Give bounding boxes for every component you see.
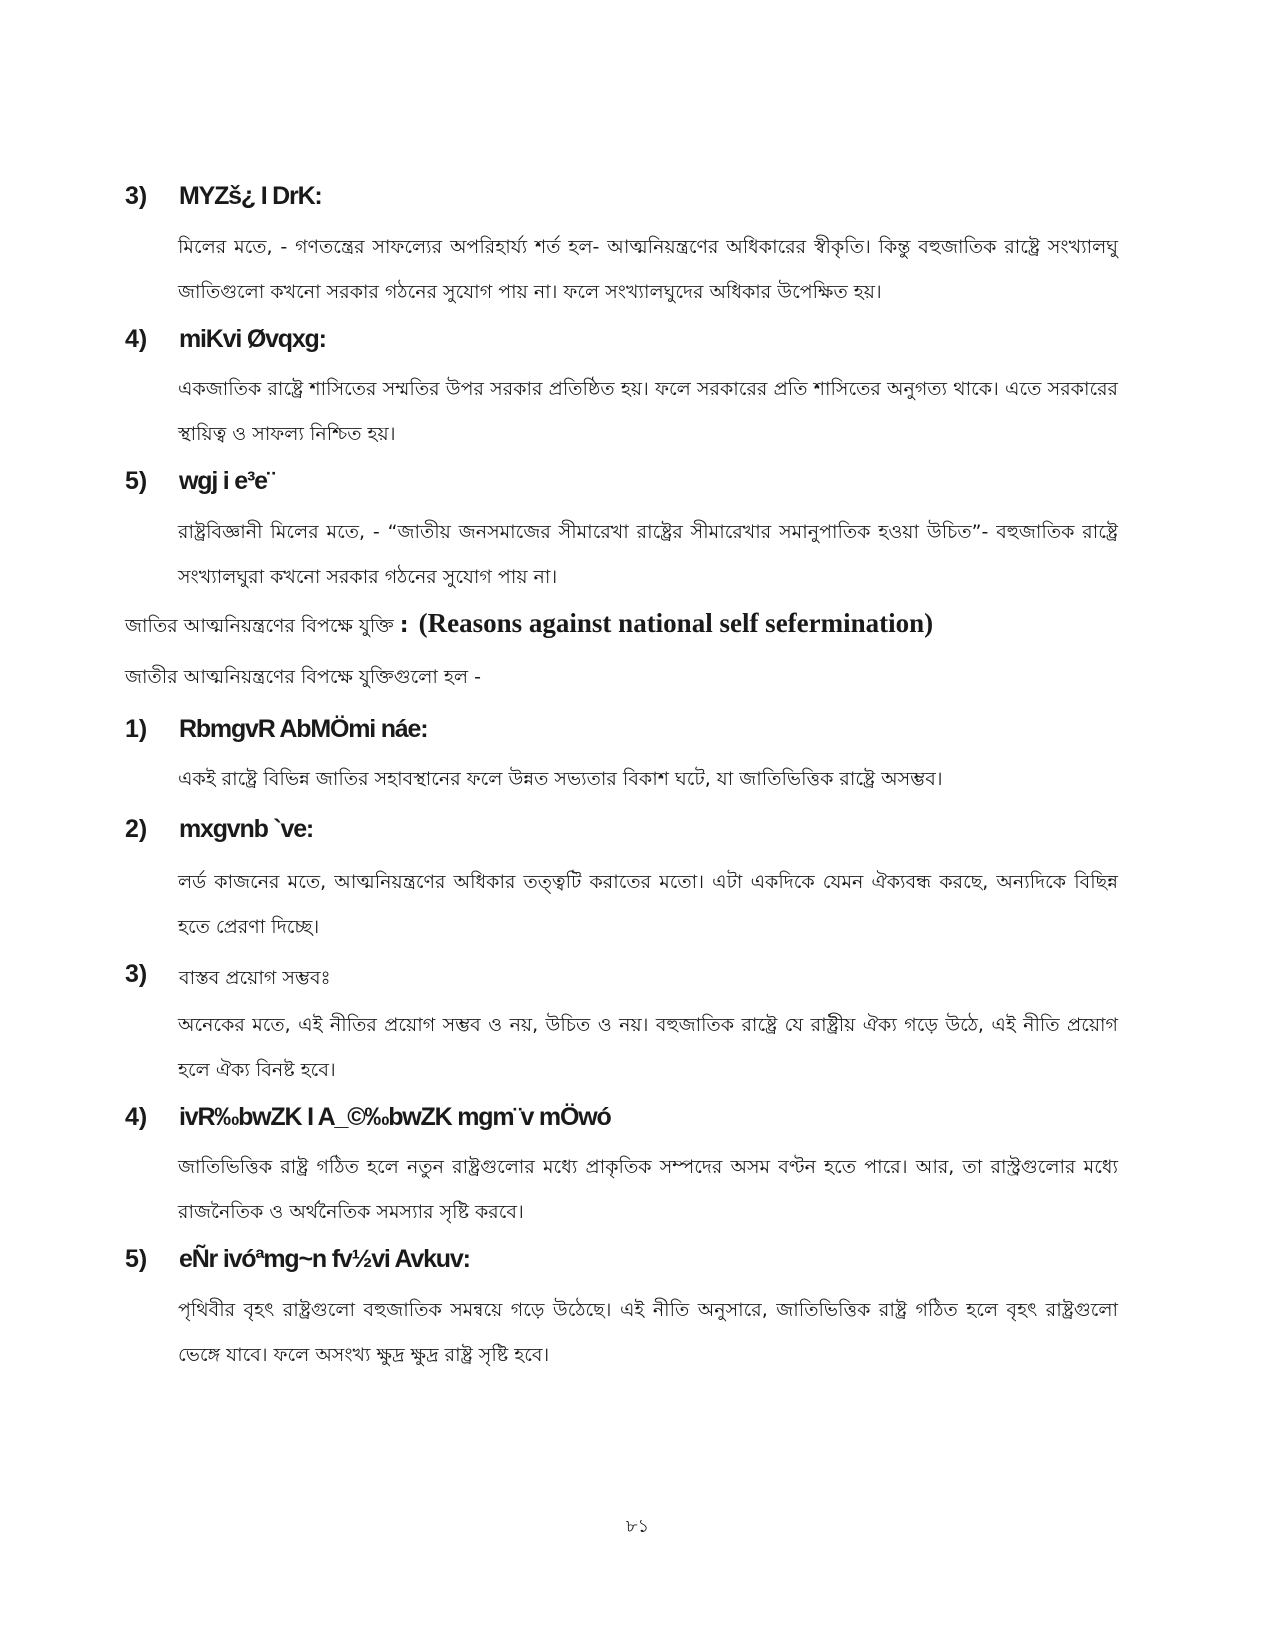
heading-text: RbmgvR AbMÖmi náe:: [179, 715, 428, 743]
heading-text: ivR‰bwZK I A_©‰bwZK mgm¨v mÖwó: [179, 1103, 611, 1131]
paragraph: জাতিভিত্তিক রাষ্ট্র গঠিত হলে নতুন রাষ্ট্রগুলোর মধ্যে প্রাকৃতিক সম্পদের অসম বণ্টন হতে পারে। আর, তা রাস্ট্রগুলোর মধ্যে রাজনৈতিক ও অর্থনৈতিক সমস্যার সৃষ্টি করবে।: [178, 1156, 1118, 1223]
page-number: ৮১: [625, 1516, 650, 1537]
against-title-colon: :: [399, 613, 409, 638]
paragraph: লর্ড কাজনের মতে, আত্মনিয়ন্ত্রণের অধিকার তত্ত্বটি করাতের মতো। এটা একদিকে যেমন ঐক্যবন্ধ করছে, অন্যদিকে বিছিন্ন হতে প্রেরণা দিচ্ছে।: [178, 871, 1118, 938]
item-number: 5): [125, 467, 148, 495]
heading-text: wgj i e³e¨: [179, 467, 274, 495]
heading-text: বাস্তব প্রয়োগ সম্ভবঃ: [179, 967, 331, 989]
paragraph: পৃথিবীর বৃহৎ রাষ্ট্রগুলো বহুজাতিক সমন্বয়ে গড়ে উঠেছে। এই নীতি অনুসারে, জাতিভিত্তিক রাষ্ট্র গঠিত হলে বৃহৎ রাষ্ট্রগুলো ভেঙ্গে যাবে। ফলে অসংখ্য ক্ষুদ্র ক্ষুদ্র রাষ্ট্র সৃষ্টি হবে।: [178, 1299, 1118, 1366]
item-number: 2): [125, 815, 148, 843]
paragraph: রাষ্ট্রবিজ্ঞানী মিলের মতে, - “জাতীয় জনসমাজের সীমারেখা রাষ্ট্রের সীমারেখার সমানুপাতিক হওয়া উচিত”- বহুজাতিক রাষ্ট্রে সংখ্যালঘুরা কখনো সরকার গঠনের সুযোগ পায় না।: [178, 521, 1118, 588]
paragraph: মিলের মতে, - গণতন্ত্রের সাফল্যের অপরিহার্য্য শর্ত হল- আত্মনিয়ন্ত্রণের অধিকারের স্বীকৃতি। কিন্তু বহুজাতিক রাষ্ট্রে সংখ্যালঘু জাতিগুলো কখনো সরকার গঠনের সুযোগ পায় না। ফলে সংখ্যালঘুদের অধিকার উপেক্ষিত হয়।: [178, 236, 1118, 303]
heading-text: miKvi Øvqxg:: [179, 325, 326, 353]
heading-text: mxgvnb `ve:: [179, 815, 314, 843]
item-number: 1): [125, 715, 148, 743]
against-title-en: (Reasons against national self sefermination): [418, 608, 934, 638]
paragraph: একজাতিক রাষ্ট্রে শাসিতের সম্মতির উপর সরকার প্রতিষ্ঠিত হয়। ফলে সরকারের প্রতি শাসিতের অনুগত্য থাকে। এতে সরকারের স্থায়িত্ব ও সাফল্য নিশ্চিত হয়।: [178, 378, 1118, 445]
item-number: 4): [125, 1103, 148, 1131]
against-title: [125, 608, 933, 644]
item-number: 3): [125, 182, 148, 210]
against-title-bn: জাতির আত্মনিয়ন্ত্রণের বিপক্ষে যুক্তি: [125, 615, 394, 637]
item-number: 3): [125, 960, 148, 988]
heading-text: MYZš¿ I DrK:: [179, 182, 322, 210]
against-intro: জাতীর আত্মনিয়ন্ত্রণের বিপক্ষে যুক্তিগুলো হল -: [125, 666, 481, 688]
heading-text: eÑr ivóªmg~n fv½vi Avkuv:: [179, 1245, 470, 1273]
item-number: 4): [125, 325, 148, 353]
item-number: 5): [125, 1245, 148, 1273]
paragraph: অনেকের মতে, এই নীতির প্রয়োগ সম্ভব ও নয়, উচিত ও নয়। বহুজাতিক রাষ্ট্রে যে রাষ্ট্রীয় ঐক্য গড়ে উঠে, এই নীতি প্রয়োগ হলে ঐক্য বিনষ্ট হবে।: [178, 1014, 1118, 1081]
paragraph: একই রাষ্ট্রে বিভিন্ন জাতির সহাবস্থানের ফলে উন্নত সভ্যতার বিকাশ ঘটে, যা জাতিভিত্তিক রাষ্ট্রে অসম্ভব।: [178, 768, 943, 790]
